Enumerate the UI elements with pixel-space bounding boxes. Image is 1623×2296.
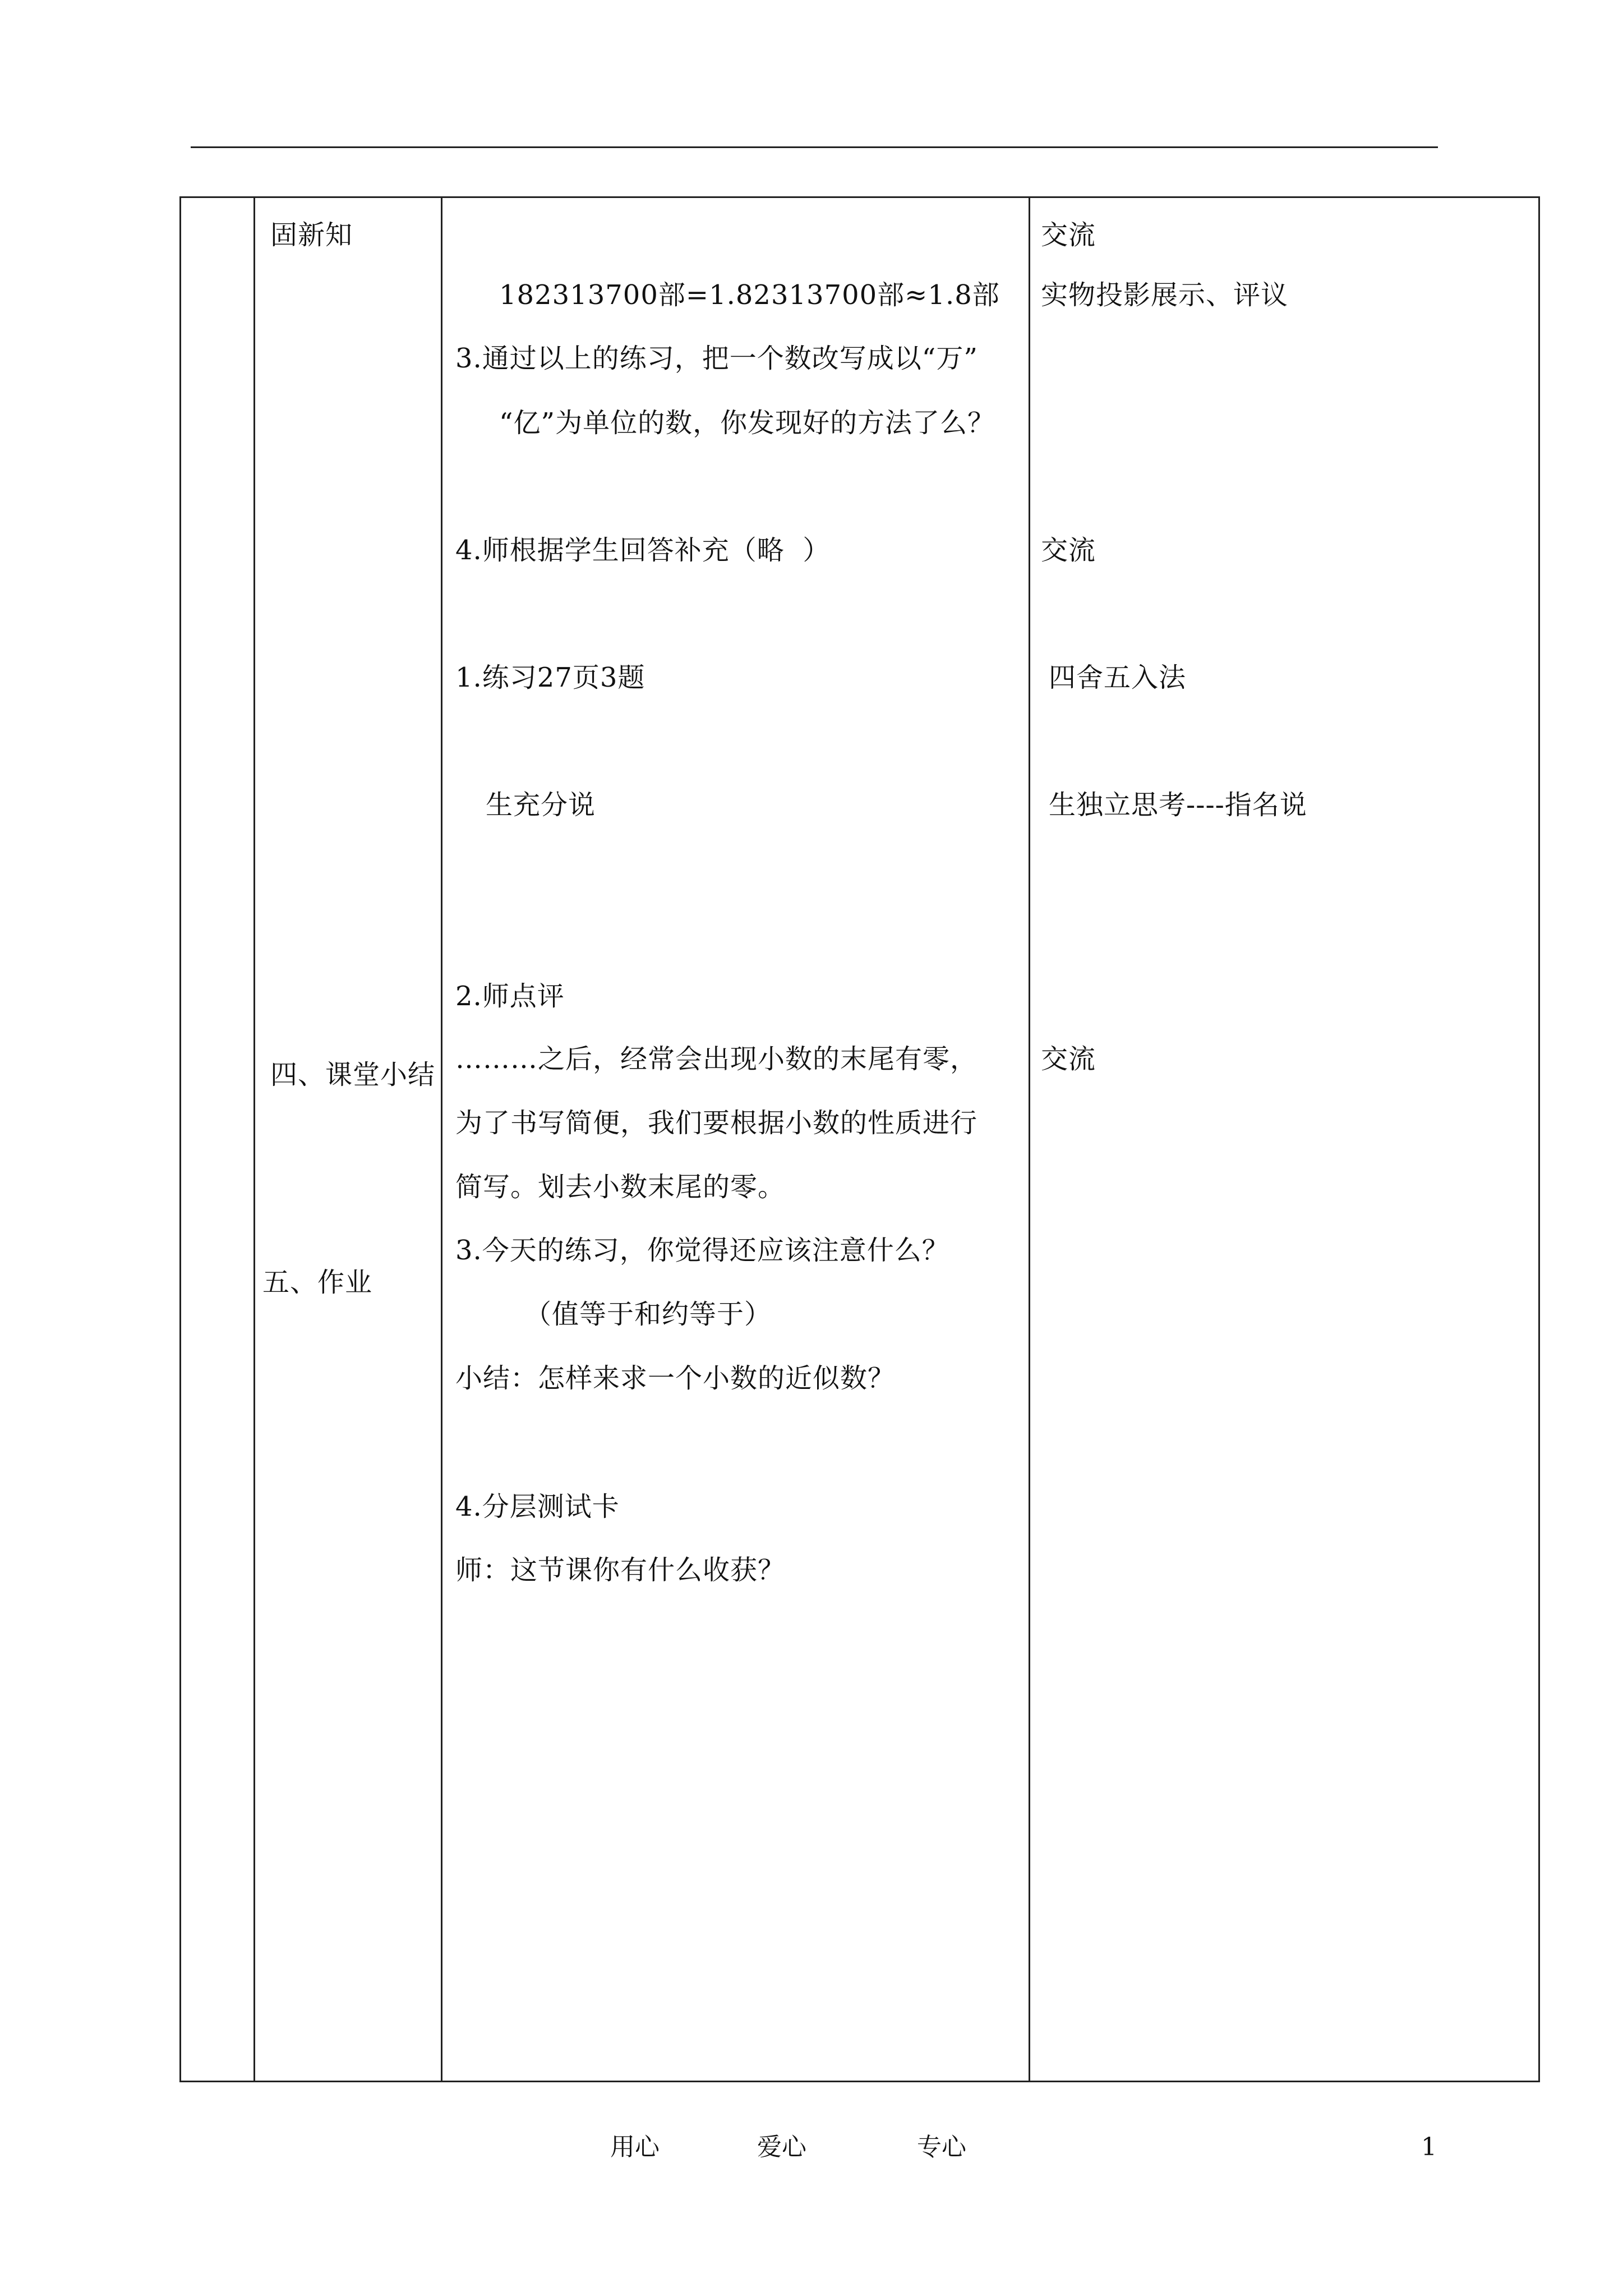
teacher-line: “亿”为单位的数，你发现好的方法了么？: [499, 407, 995, 439]
teacher-line: 1.练习27页3题: [455, 662, 645, 693]
teacher-line: 2.师点评: [455, 981, 565, 1012]
student-line: 实物投影展示、评议: [1041, 279, 1289, 311]
teacher-line: 师：这节课你有什么收获？: [455, 1554, 786, 1586]
teacher-line: 小结：怎样来求一个小数的近似数？: [455, 1363, 896, 1394]
footer-motto-1: 用心: [610, 2133, 660, 2161]
footer-motto-3: 专心: [917, 2133, 966, 2161]
footer-motto-2: 爱心: [757, 2133, 806, 2161]
teacher-line: 3.今天的练习，你觉得还应该注意什么？: [455, 1235, 949, 1266]
student-line: 交流: [1041, 1043, 1096, 1075]
column-divider-2: [441, 198, 442, 2081]
stage-homework: 五、作业: [262, 1267, 373, 1298]
teacher-line: 4.师根据学生回答补充（略 ）: [455, 535, 831, 566]
teacher-line: 182313700部=1.82313700部≈1.8部: [499, 279, 1000, 311]
teacher-line: 3.通过以上的练习，把一个数改写成以“万”: [455, 343, 978, 374]
teacher-line: 为了书写简便，我们要根据小数的性质进行: [455, 1107, 978, 1139]
student-line: 四舍五入法: [1049, 662, 1187, 693]
page-number: 1: [1421, 2133, 1437, 2161]
lesson-plan-table: [179, 196, 1540, 2082]
header-rule: [191, 146, 1438, 148]
teacher-line: ………之后，经常会出现小数的末尾有零，: [455, 1043, 978, 1075]
teacher-line: （值等于和约等于）: [524, 1299, 772, 1330]
student-line: 交流: [1041, 219, 1096, 251]
teacher-line: 生充分说: [486, 789, 596, 821]
column-divider-1: [253, 198, 255, 2081]
student-line: 生独立思考----指名说: [1049, 789, 1307, 821]
teacher-line: 简写。划去小数末尾的零。: [455, 1171, 786, 1203]
stage-consolidate: 固新知: [270, 219, 353, 251]
column-divider-3: [1029, 198, 1030, 2081]
teacher-line: 4.分层测试卡: [455, 1491, 620, 1522]
stage-summary: 四、课堂小结: [270, 1059, 436, 1091]
student-line: 交流: [1041, 535, 1096, 566]
